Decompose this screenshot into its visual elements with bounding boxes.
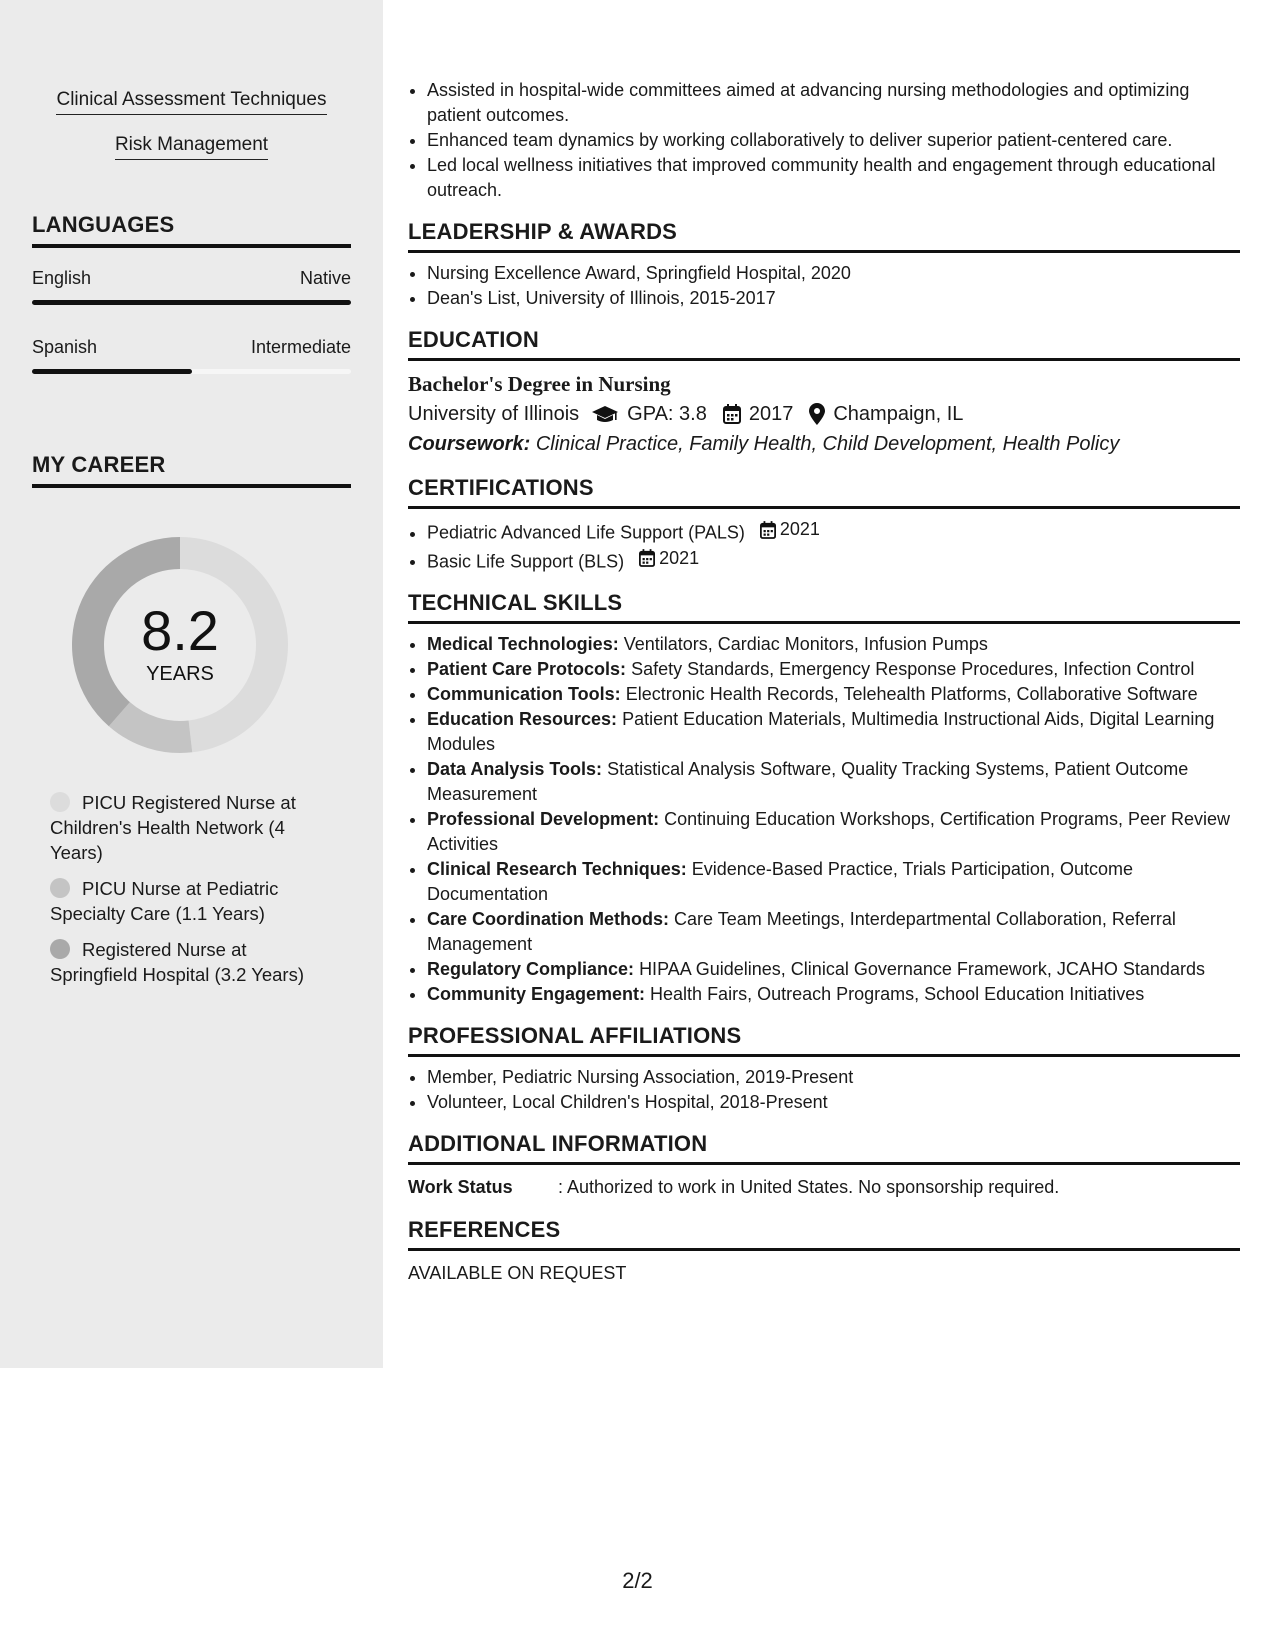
list-item: • Nursing Excellence Award, Springfield Hospital, 2020 <box>427 261 1240 286</box>
calendar-icon <box>760 521 776 539</box>
skill-label: Regulatory Compliance: <box>427 959 635 979</box>
additional-info-heading: ADDITIONAL INFORMATION <box>408 1131 1240 1165</box>
skill-text: Care Team Meetings, Interdepartmental Collaboration, Referral Management <box>427 909 1176 954</box>
references-heading: REFERENCES <box>408 1217 1240 1251</box>
list-item: • Member, Pediatric Nursing Association, 2019-Present <box>427 1065 1240 1090</box>
list-item <box>427 682 1240 707</box>
graduation-cap-icon <box>591 404 619 424</box>
skill-text: HIPAA Guidelines, Clinical Governance Framework, JCAHO Standards <box>639 959 1205 979</box>
certification-year: 2021 <box>779 519 820 539</box>
education-details <box>408 399 1240 429</box>
coursework-label: Coursework: <box>408 433 531 455</box>
skill-text: Electronic Health Records, Telehealth Platforms, Collaborative Software <box>625 684 1198 704</box>
language-row-english <box>32 268 351 289</box>
skill-label: Care Coordination Methods: <box>427 909 669 929</box>
list-item <box>427 957 1240 982</box>
skill-label: Communication Tools: <box>427 684 621 704</box>
certification-name: Basic Life Support (BLS) <box>427 551 625 571</box>
page-number: 2/2 <box>622 1568 653 1593</box>
awards-list <box>408 261 1240 311</box>
language-level: Native <box>299 268 351 288</box>
coursework-text: Clinical Practice, Family Health, Child Development, Health Policy <box>535 433 1120 455</box>
legend-label: Registered Nurse at Springfield Hospital (3.2 Years) <box>50 939 305 985</box>
work-status-value: : Authorized to work in United States. No sponsorship required. <box>558 1177 1060 1197</box>
list-item: • Volunteer, Local Children's Hospital, 2018-Present <box>427 1090 1240 1115</box>
location-pin-icon <box>809 403 825 425</box>
career-heading: MY CAREER <box>32 452 351 488</box>
work-status-row <box>408 1173 1240 1201</box>
language-row-spanish <box>32 337 351 358</box>
certifications-heading: CERTIFICATIONS <box>408 475 1240 509</box>
language-bar-fill <box>32 369 192 374</box>
list-item: • Dean's List, University of Illinois, 2015-2017 <box>427 286 1240 311</box>
language-bar-spanish <box>32 369 351 374</box>
technical-skills-heading: TECHNICAL SKILLS <box>408 590 1240 624</box>
education-heading: EDUCATION <box>408 327 1240 361</box>
calendar-icon <box>723 404 741 424</box>
skill-text: Safety Standards, Emergency Response Procedures, Infection Control <box>631 659 1195 679</box>
list-item: • Led local wellness initiatives that improved community health and engagement through educational outreach. <box>427 153 1240 203</box>
work-status-label: Work Status <box>408 1177 513 1197</box>
list-item <box>427 982 1240 1007</box>
list-item <box>427 707 1240 757</box>
sidebar <box>0 0 383 1368</box>
skill-label: Patient Care Protocols: <box>427 659 627 679</box>
skill-tag-label: Clinical Assessment Techniques <box>56 88 326 115</box>
list-item <box>427 517 1240 546</box>
skill-tag <box>0 133 383 160</box>
list-item <box>427 757 1240 807</box>
career-legend-item <box>50 876 320 926</box>
awards-heading: LEADERSHIP & AWARDS <box>408 219 1240 253</box>
language-bar-fill <box>32 300 351 305</box>
language-level: Intermediate <box>250 337 351 357</box>
career-total: 8.2 <box>141 599 219 662</box>
languages-heading: LANGUAGES <box>32 212 351 248</box>
legend-dot <box>50 939 70 959</box>
skill-label: Education Resources: <box>427 709 618 729</box>
references-text: AVAILABLE ON REQUEST <box>408 1263 627 1283</box>
skill-text: Patient Education Materials, Multimedia Instructional Aids, Digital Learning Modules <box>427 709 1215 754</box>
education-degree: Bachelor's Degree in Nursing <box>408 372 671 396</box>
skill-text: Continuing Education Workshops, Certification Programs, Peer Review Activities <box>427 809 1231 854</box>
career-legend-item <box>50 790 320 865</box>
list-item <box>427 657 1240 682</box>
affiliations-list <box>408 1065 1240 1115</box>
list-item <box>427 807 1240 857</box>
language-bar-english <box>32 300 351 305</box>
legend-label: PICU Nurse at Pediatric Specialty Care (1.1 Years) <box>50 878 279 924</box>
education-coursework <box>408 429 1240 459</box>
skill-text: Health Fairs, Outreach Programs, School Education Initiatives <box>650 984 1145 1004</box>
career-donut-chart <box>65 530 295 760</box>
list-item: • Assisted in hospital-wide committees aimed at advancing nursing methodologies and optimizing patient outcomes. <box>427 78 1240 128</box>
education-location: Champaign, IL <box>833 403 964 425</box>
list-item <box>427 907 1240 957</box>
legend-dot <box>50 878 70 898</box>
certification-year: 2021 <box>659 547 700 568</box>
skill-label: Medical Technologies: <box>427 634 619 654</box>
skill-label: Data Analysis Tools: <box>427 759 603 779</box>
language-name: Spanish <box>32 337 98 357</box>
education-year: 2017 <box>748 403 794 425</box>
skill-label: Community Engagement: <box>427 984 646 1004</box>
list-item: • Enhanced team dynamics by working collaboratively to deliver superior patient-centered care. <box>427 128 1240 153</box>
skill-tag-label: Risk Management <box>115 133 268 160</box>
certifications-list <box>408 517 1240 574</box>
education-gpa: GPA: 3.8 <box>627 403 707 425</box>
certification-name: Pediatric Advanced Life Support (PALS) <box>427 522 745 543</box>
list-item <box>427 857 1240 907</box>
calendar-icon <box>639 549 655 567</box>
skill-text: Ventilators, Cardiac Monitors, Infusion Pumps <box>623 634 988 654</box>
career-unit: YEARS <box>146 663 214 685</box>
technical-skills-list <box>408 632 1240 1007</box>
legend-dot <box>50 792 70 812</box>
skill-label: Clinical Research Techniques: <box>427 859 687 879</box>
education-school: University of Illinois <box>408 403 580 425</box>
skill-tag <box>0 88 383 115</box>
skill-label: Professional Development: <box>427 809 660 829</box>
skill-text: Statistical Analysis Software, Quality Tracking Systems, Patient Outcome Measurement <box>427 759 1189 804</box>
experience-bullets <box>408 78 1240 203</box>
list-item <box>427 632 1240 657</box>
career-legend-item <box>50 937 320 987</box>
list-item <box>427 546 1240 575</box>
legend-label: PICU Registered Nurse at Children's Health Network (4 Years) <box>50 792 296 863</box>
affiliations-heading: PROFESSIONAL AFFILIATIONS <box>408 1023 1240 1057</box>
language-name: English <box>32 268 92 288</box>
main-content <box>408 78 1240 1287</box>
skill-text: Evidence-Based Practice, Trials Participation, Outcome Documentation <box>427 859 1133 904</box>
